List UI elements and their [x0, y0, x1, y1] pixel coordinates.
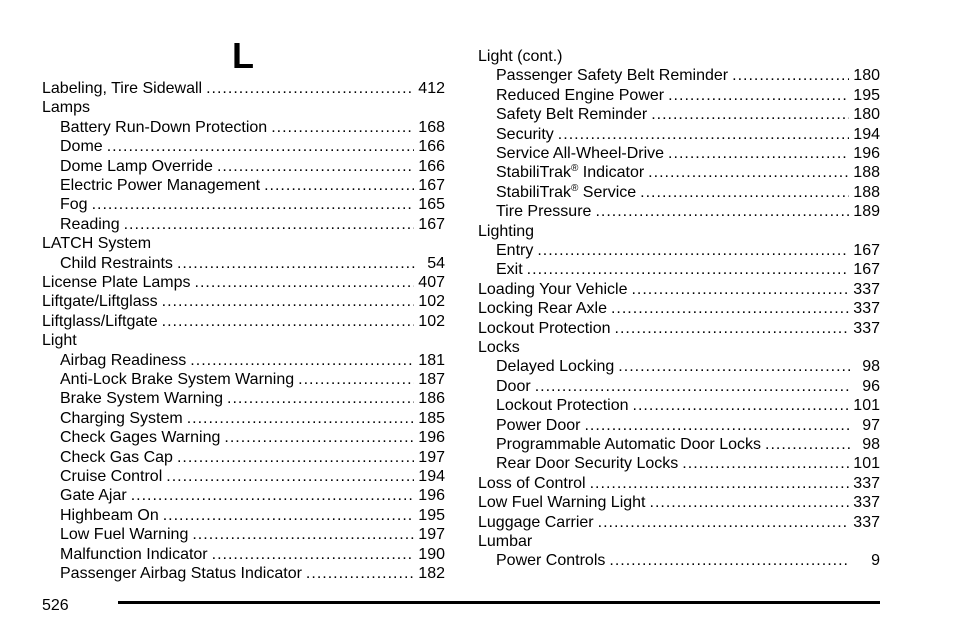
index-entry-page: 166 — [418, 138, 445, 156]
index-entry-label-text: Low Fuel Warning Light — [478, 494, 646, 512]
index-heading: Lumbar — [478, 533, 533, 550]
index-entry-label — [60, 351, 186, 370]
dot-leader — [558, 125, 850, 144]
index-entry — [496, 454, 880, 473]
index-entry — [496, 435, 880, 454]
dot-leader — [668, 86, 849, 105]
index-entry — [42, 292, 445, 311]
index-entry-label-text: StabiliTrak — [496, 164, 571, 182]
dot-leader — [648, 163, 849, 182]
index-entry-label — [478, 299, 607, 318]
index-entry-page: 407 — [418, 274, 445, 291]
index-entry — [42, 312, 445, 331]
index-entry-page: 180 — [853, 67, 880, 85]
index-entry-page: 337 — [853, 474, 880, 492]
index-entry-label-text: Cruise Control — [60, 468, 163, 485]
index-entry-label-text: Safety Belt Reminder — [496, 106, 648, 124]
index-entry-label-text: StabiliTrak — [496, 183, 571, 201]
section-letter: L — [232, 35, 254, 76]
index-entry — [60, 506, 445, 525]
index-entry-label-text: Fog — [60, 196, 88, 214]
dot-leader — [124, 215, 415, 234]
index-entry — [60, 254, 445, 273]
dot-leader — [206, 79, 414, 98]
index-entry-page: 197 — [418, 448, 445, 466]
index-entry-label — [60, 525, 188, 544]
dot-leader — [212, 545, 415, 564]
index-entry-page: 194 — [853, 125, 880, 143]
index-entry-label-text: Power Door — [496, 416, 581, 434]
dot-leader — [682, 454, 849, 473]
dot-leader — [177, 254, 415, 273]
index-entry-label-text: Malfunction Indicator — [60, 545, 208, 563]
index-entry-label-text: Passenger Airbag Status Indicator — [60, 565, 302, 582]
dot-leader — [595, 202, 849, 221]
index-entry-label-text: Dome — [60, 138, 103, 156]
index-entry-label-text: Locking Rear Axle — [478, 300, 607, 318]
index-entry-label — [496, 377, 531, 396]
index-entry-label-text: Electric Power Management — [60, 177, 261, 194]
index-entry — [496, 125, 880, 144]
dot-leader — [590, 474, 850, 493]
index-entry-label-text: Highbeam On — [60, 506, 159, 524]
index-entry-page: 187 — [418, 371, 445, 388]
index-entry-label-text: Luggage Carrier — [478, 513, 594, 531]
dot-leader — [192, 525, 414, 544]
index-entry-page: 186 — [418, 390, 445, 408]
index-entry — [496, 396, 880, 415]
index-entry — [60, 195, 445, 214]
index-entry-page: 337 — [853, 300, 880, 318]
index-entry — [478, 299, 880, 318]
index-entry-page: 196 — [418, 487, 445, 505]
index-entry-label — [496, 435, 761, 454]
index-entry-label-suffix: Service — [578, 183, 637, 201]
index-entry — [496, 183, 880, 202]
page-number: 526 — [42, 597, 69, 614]
index-entry-label-text: Delayed Locking — [496, 358, 615, 376]
index-entry-label-text: Liftgate/Liftglass — [42, 293, 158, 311]
index-entry-label — [60, 409, 183, 428]
index-entry — [60, 486, 445, 505]
index-entry-label-text: Lockout Protection — [478, 319, 611, 337]
index-entry-label-suffix: Indicator — [578, 164, 645, 182]
index-entry — [60, 370, 445, 389]
index-entry — [478, 319, 880, 338]
index-entry-label-text: Rear Door Security Locks — [496, 455, 679, 473]
index-entry-label — [60, 486, 127, 505]
index-entry — [496, 144, 880, 163]
registered-mark: ® — [570, 163, 579, 175]
dot-leader — [227, 389, 414, 408]
index-entry-label-text: Dome Lamp Override — [60, 157, 213, 175]
index-entry-page: 9 — [871, 552, 880, 570]
index-entry-page: 195 — [853, 86, 880, 104]
index-entry-page: 101 — [853, 397, 880, 415]
index-entry-label-text: Lockout Protection — [496, 397, 629, 415]
index-entry-label — [60, 467, 162, 486]
index-entry — [478, 493, 880, 512]
index-heading: Light (cont.) — [478, 48, 563, 65]
index-entry-label-text: Low Fuel Warning — [60, 526, 189, 544]
dot-leader — [611, 299, 849, 318]
dot-leader — [584, 416, 850, 435]
index-entry — [496, 105, 880, 124]
dot-leader — [598, 513, 850, 532]
index-entry — [496, 202, 880, 221]
dot-leader — [618, 357, 850, 376]
dot-leader — [765, 435, 850, 454]
index-entry-page: 97 — [862, 416, 880, 434]
index-entry-label — [496, 241, 533, 260]
index-entry — [478, 280, 880, 299]
index-entry-page: 102 — [418, 312, 445, 330]
index-entry-page: 188 — [853, 164, 880, 182]
index-entry — [496, 551, 880, 570]
index-entry-label-text: Loading Your Vehicle — [478, 280, 628, 298]
index-entry — [60, 467, 445, 486]
index-entry-page: 196 — [853, 145, 880, 162]
index-entry — [60, 351, 445, 370]
dot-leader — [92, 195, 415, 214]
index-entry-label-text: Power Controls — [496, 552, 606, 570]
index-entry — [496, 163, 880, 182]
index-entry-label — [496, 416, 580, 435]
index-entry — [60, 215, 445, 234]
index-entry-label — [496, 454, 678, 473]
index-entry-label — [496, 202, 591, 221]
index-entry — [496, 66, 880, 85]
index-entry-label-text: Reading — [60, 215, 120, 233]
dot-leader — [131, 486, 415, 505]
dot-leader — [535, 377, 850, 396]
index-entry-label — [496, 551, 605, 570]
dot-leader — [162, 312, 415, 331]
index-entry-label-text: Labeling, Tire Sidewall — [42, 80, 203, 97]
index-entry-page: 168 — [418, 118, 445, 136]
index-entry-label — [478, 319, 611, 338]
index-entry — [60, 428, 445, 447]
index-entry-label — [478, 493, 646, 512]
index-entry — [496, 241, 880, 260]
index-entry — [60, 157, 445, 176]
dot-leader — [271, 118, 414, 137]
index-entry-label — [60, 137, 103, 156]
index-entry-label — [60, 157, 213, 176]
index-entry-label-text: Security — [496, 125, 554, 143]
dot-leader — [615, 319, 850, 338]
index-entry-page: 337 — [853, 280, 880, 298]
registered-mark: ® — [570, 182, 579, 194]
index-entry-page: 166 — [418, 157, 445, 175]
index-entry-label — [496, 357, 614, 376]
dot-leader — [163, 506, 415, 525]
index-entry-page: 197 — [418, 526, 445, 544]
index-entry — [496, 357, 880, 376]
index-heading: Locks — [478, 339, 520, 356]
index-entry-label — [60, 389, 223, 408]
dot-leader — [224, 428, 414, 447]
index-entry-page: 190 — [418, 545, 445, 563]
index-entry — [60, 409, 445, 428]
index-entry-label — [496, 260, 523, 279]
dot-leader — [651, 105, 849, 124]
index-entry-page: 54 — [427, 254, 445, 272]
index-entry-label — [60, 215, 120, 234]
dot-leader — [732, 66, 849, 85]
index-entry-label — [42, 273, 191, 292]
index-entry — [60, 564, 445, 583]
index-heading: Lamps — [42, 99, 91, 117]
index-heading: LATCH System — [42, 235, 152, 253]
index-entry-page: 182 — [418, 565, 445, 582]
index-entry-label — [496, 86, 664, 105]
index-entry-page: 102 — [418, 293, 445, 311]
index-entry-label-text: Programmable Automatic Door Locks — [496, 436, 761, 453]
index-entry-page: 188 — [853, 183, 880, 201]
dot-leader — [537, 241, 849, 260]
index-entry-label-text: Exit — [496, 261, 523, 279]
dot-leader — [631, 280, 849, 299]
index-entry-page: 98 — [862, 358, 880, 376]
index-entry-label-text: Door — [496, 377, 531, 395]
dot-leader — [264, 176, 414, 195]
index-entry — [60, 176, 445, 195]
index-entry-label — [60, 195, 88, 214]
index-entry-label-text: Check Gages Warning — [60, 429, 221, 447]
dot-leader — [177, 448, 414, 467]
index-entry-label-text: Anti-Lock Brake System Warning — [60, 371, 295, 388]
index-entry-label — [60, 506, 159, 525]
index-entry-page: 101 — [853, 455, 880, 473]
index-entry-page: 167 — [418, 177, 445, 194]
index-entry-page: 412 — [418, 80, 445, 97]
index-entry-label-text: Airbag Readiness — [60, 351, 187, 369]
index-entry-page: 337 — [853, 319, 880, 337]
index-entry-label-text: Loss of Control — [478, 474, 586, 492]
index-entry-page: 185 — [418, 409, 445, 427]
dot-leader — [650, 493, 850, 512]
index-entry-label-text: Liftglass/Liftgate — [42, 312, 158, 330]
index-entry-label — [496, 144, 664, 163]
index-entry-label-text: Brake System Warning — [60, 390, 224, 408]
dot-leader — [306, 564, 414, 583]
index-entry-label-text: Service All-Wheel-Drive — [496, 145, 665, 162]
dot-leader — [107, 137, 415, 156]
dot-leader — [609, 551, 850, 570]
index-entry-label — [60, 448, 173, 467]
index-entry-label — [478, 513, 594, 532]
index-entry — [496, 377, 880, 396]
index-entry-page: 337 — [853, 494, 880, 512]
index-entry-label-text: Gate Ajar — [60, 487, 127, 505]
footer-rule — [118, 601, 880, 604]
index-entry-label — [60, 564, 302, 583]
index-entry — [496, 416, 880, 435]
index-entry-label — [60, 254, 173, 273]
index-entry — [60, 448, 445, 467]
index-entry-page: 181 — [418, 351, 445, 369]
index-entry-label-text: Check Gas Cap — [60, 448, 173, 466]
dot-leader — [190, 351, 414, 370]
dot-leader — [640, 183, 849, 202]
index-entry-label-text: Charging System — [60, 409, 183, 427]
index-entry — [60, 525, 445, 544]
index-entry-label — [496, 396, 629, 415]
index-entry-page: 337 — [853, 513, 880, 531]
dot-leader — [217, 157, 414, 176]
index-entry — [60, 389, 445, 408]
index-entry-label — [478, 280, 627, 299]
index-entry — [478, 513, 880, 532]
index-entry — [496, 86, 880, 105]
index-entry-label — [42, 312, 158, 331]
dot-leader — [668, 144, 849, 163]
index-entry-page: 98 — [862, 436, 880, 453]
index-entry-label — [60, 545, 208, 564]
index-entry-label-text: Passenger Safety Belt Reminder — [496, 67, 729, 85]
index-entry-page: 167 — [418, 215, 445, 233]
dot-leader — [633, 396, 850, 415]
index-entry-page: 167 — [853, 261, 880, 279]
index-entry-page: 196 — [418, 429, 445, 447]
index-entry-label — [496, 66, 728, 85]
index-entry-label — [496, 163, 644, 182]
dot-leader — [166, 467, 414, 486]
index-entry-page: 180 — [853, 106, 880, 124]
index-entry-label — [60, 176, 260, 195]
index-heading: Lighting — [478, 222, 535, 240]
index-entry — [42, 79, 445, 98]
dot-leader — [298, 370, 414, 389]
dot-leader — [162, 292, 415, 311]
index-entry-label-text: Reduced Engine Power — [496, 86, 665, 104]
index-entry-label-text: Tire Pressure — [496, 203, 592, 221]
index-entry — [42, 273, 445, 292]
index-entry-label — [60, 428, 220, 447]
index-entry — [60, 118, 445, 137]
index-entry — [478, 474, 880, 493]
index-entry-label — [496, 105, 647, 124]
index-entry — [496, 260, 880, 279]
index-entry-page: 189 — [853, 203, 880, 221]
index-entry — [60, 545, 445, 564]
index-entry-label — [496, 183, 636, 202]
index-entry-label — [60, 370, 294, 389]
index-entry — [60, 137, 445, 156]
index-entry-page: 167 — [853, 242, 880, 259]
index-entry-label — [60, 118, 267, 137]
index-entry-label — [42, 79, 202, 98]
index-entry-label-text: License Plate Lamps — [42, 274, 191, 291]
index-heading: Light — [42, 332, 77, 350]
dot-leader — [195, 273, 415, 292]
index-entry-page: 96 — [862, 377, 880, 395]
index-entry-page: 194 — [418, 468, 445, 485]
index-entry-page: 165 — [418, 196, 445, 214]
index-entry-label — [478, 474, 586, 493]
index-entry-label-text: Battery Run-Down Protection — [60, 118, 268, 136]
index-entry-label-text: Entry — [496, 242, 534, 259]
index-entry-label — [42, 292, 158, 311]
dot-leader — [187, 409, 415, 428]
index-entry-page: 195 — [418, 506, 445, 524]
dot-leader — [527, 260, 850, 279]
index-entry-label-text: Child Restraints — [60, 254, 173, 272]
index-entry-label — [496, 125, 554, 144]
